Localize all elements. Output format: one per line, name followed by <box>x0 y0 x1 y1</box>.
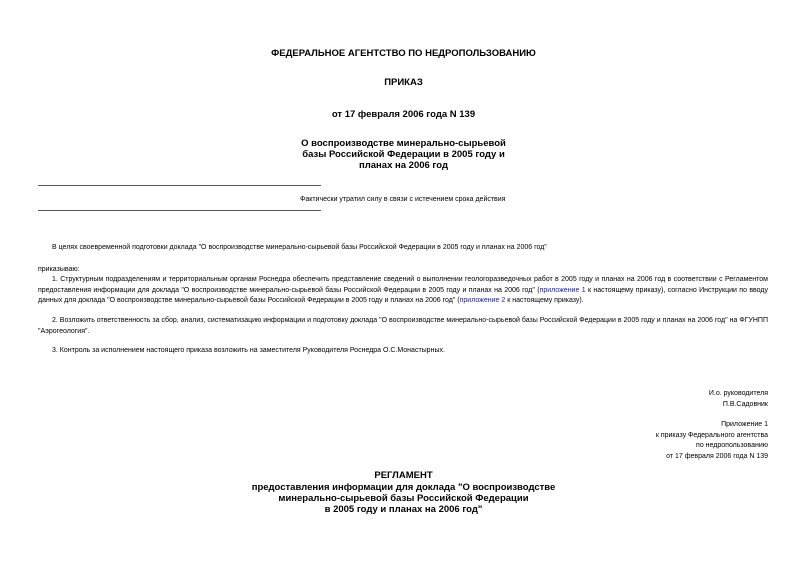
divider-top <box>38 185 321 186</box>
order-item-2: 2. Возложить ответственность за сбор, анализ, систематизацию информации и подготовку доклада "О воспроизводстве минерально-сырьевой базы Российской Федерации в 2005 году и планах на 2006 год" на ФГУНПП "Аэрогеология". <box>38 317 768 335</box>
appendix-header-line: Приложение 1 <box>721 421 768 428</box>
status-note: Фактически утратил силу в связи с истечением срока действия <box>300 196 506 203</box>
order-item-1-text: 1. Структурным подразделениям и территориальным органам Роснедра обеспечить представление сведений о выполнении геологоразведочных работ в 2005 году и планах на 2006 год в соответствии с Регламентом предоставления информации для доклада "О воспроизводстве минерально-сырьевой базы Российской Федерации в 2005 году и планах на 2006 год" ( <box>38 276 768 294</box>
document-title <box>0 138 807 171</box>
signature-name: П.В.Садовник <box>722 400 768 408</box>
order-item-1 <box>38 275 768 307</box>
order-item-3: 3. Контроль за исполнением настоящего приказа возложить на заместителя Руководителя Роснедра О.С.Монастырных. <box>52 347 445 354</box>
order-word: приказываю: <box>38 266 80 273</box>
order-item-1-text: к настоящему приказу). <box>505 297 584 304</box>
reglament-subtitle-line: в 2005 году и планах на 2006 год" <box>324 504 483 515</box>
appendix-header-line: по недропользованию <box>696 442 768 449</box>
divider-bottom <box>38 210 321 211</box>
document-title-line: базы Российской Федерации в 2005 году и <box>302 149 505 160</box>
reglament-subtitle-line: предоставления информации для доклада "О воспроизводстве <box>251 482 556 493</box>
appendix-2-link[interactable]: приложение 2 <box>459 297 506 304</box>
reglament-title: РЕГЛАМЕНТ <box>374 470 433 481</box>
agency-name: ФЕДЕРАЛЬНОЕ АГЕНТСТВО ПО НЕДРОПОЛЬЗОВАНИЮ <box>271 48 536 59</box>
reglament-subtitle <box>0 482 807 515</box>
document-date-number: от 17 февраля 2006 года N 139 <box>331 109 476 120</box>
intro-paragraph: В целях своевременной подготовки доклада "О воспроизводстве минерально-сырьевой базы Российской Федерации в 2005 году и планах на 2006 год" <box>52 244 547 251</box>
signature-block <box>520 389 768 410</box>
appendix-header <box>520 420 768 462</box>
appendix-header-line: к приказу Федерального агентства <box>655 431 768 439</box>
reglament-subtitle-line: минерально-сырьевой базы Российской Федерации <box>278 493 529 504</box>
document-title-line: планах на 2006 год <box>359 160 448 171</box>
document-title-line: О воспроизводстве минерально-сырьевой <box>301 138 506 149</box>
appendix-1-link[interactable]: приложение 1 <box>539 286 586 294</box>
appendix-header-line: от 17 февраля 2006 года N 139 <box>666 452 768 460</box>
document-type: ПРИКАЗ <box>384 77 423 88</box>
order-item-1-text: к настоящему приказу), согласно Инструкции по вводу данных для доклада "О воспроизводстве минерально-сырьевой базы Российской Федерации в 2005 году и планах на 2006 год" ( <box>38 286 768 304</box>
signature-position: И.о. руководителя <box>708 390 768 397</box>
